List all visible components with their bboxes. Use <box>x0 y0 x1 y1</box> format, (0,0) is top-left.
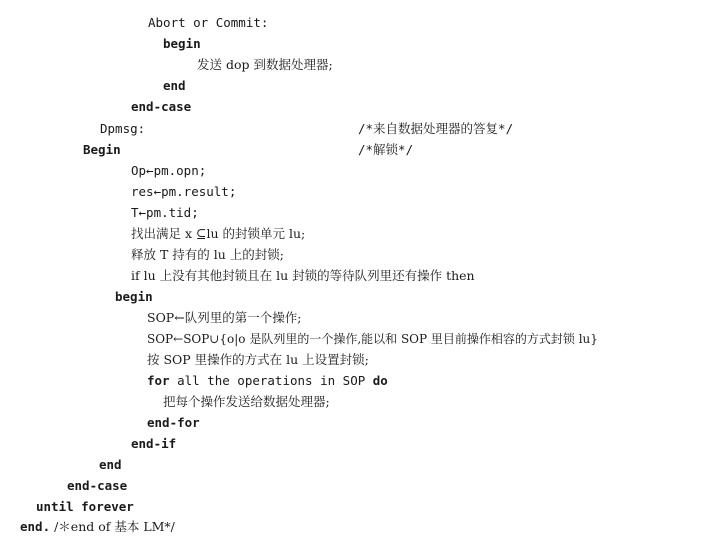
if-condition-line: if lu 上没有其他封锁且在 lu 封锁的等待队列里还有操作 then <box>131 268 475 283</box>
end-case-keyword-2: end-case <box>67 478 128 493</box>
send-each-op-line: 把每个操作发送给数据处理器; <box>163 394 330 409</box>
end-keyword-2: end <box>99 457 122 472</box>
begin-keyword: begin <box>163 36 201 51</box>
find-lu-line: 找出满足 x ⊆lu 的封锁单元 lu; <box>131 226 306 241</box>
dpmsg-comment: /*来自数据处理器的答复*/ <box>358 121 514 136</box>
end-if-keyword: end-if <box>131 436 177 451</box>
send-dop-line: 发送 dop 到数据处理器; <box>197 57 333 72</box>
end-for-keyword: end-for <box>147 415 200 430</box>
unlock-comment: /*解锁*/ <box>358 142 414 157</box>
abort-commit-line: Abort or Commit: <box>148 15 269 30</box>
begin-keyword-2: Begin <box>83 142 121 157</box>
for-loop-body: all the operations in SOP <box>169 373 373 388</box>
op-assign-line: Op←pm.opn; <box>131 163 207 178</box>
dpmsg-label: Dpmsg: <box>100 121 146 136</box>
begin-keyword-3: begin <box>115 289 153 304</box>
for-loop-line <box>147 372 388 390</box>
end-dot-keyword: end. <box>20 519 51 534</box>
end-comment: /＊end of 基本 LM*/ <box>50 519 175 534</box>
set-lock-line: 按 SOP 里操作的方式在 lu 上设置封锁; <box>147 352 369 367</box>
do-keyword: do <box>372 373 388 388</box>
until-forever-keyword: until forever <box>36 499 134 514</box>
end-case-keyword: end-case <box>131 99 192 114</box>
res-assign-line: res←pm.result; <box>131 184 237 199</box>
sop-first-line: SOP←队列里的第一个操作; <box>147 310 302 325</box>
sop-union-line: SOP←SOP∪{o|o 是队列里的一个操作,能以和 SOP 里目前操作相容的方式封锁 lu} <box>147 332 598 346</box>
end-keyword: end <box>163 78 186 93</box>
release-lock-line: 释放 T 持有的 lu 上的封锁; <box>131 247 284 262</box>
final-end-line <box>20 518 175 536</box>
t-assign-line: T←pm.tid; <box>131 205 199 220</box>
for-keyword: for <box>147 373 170 388</box>
